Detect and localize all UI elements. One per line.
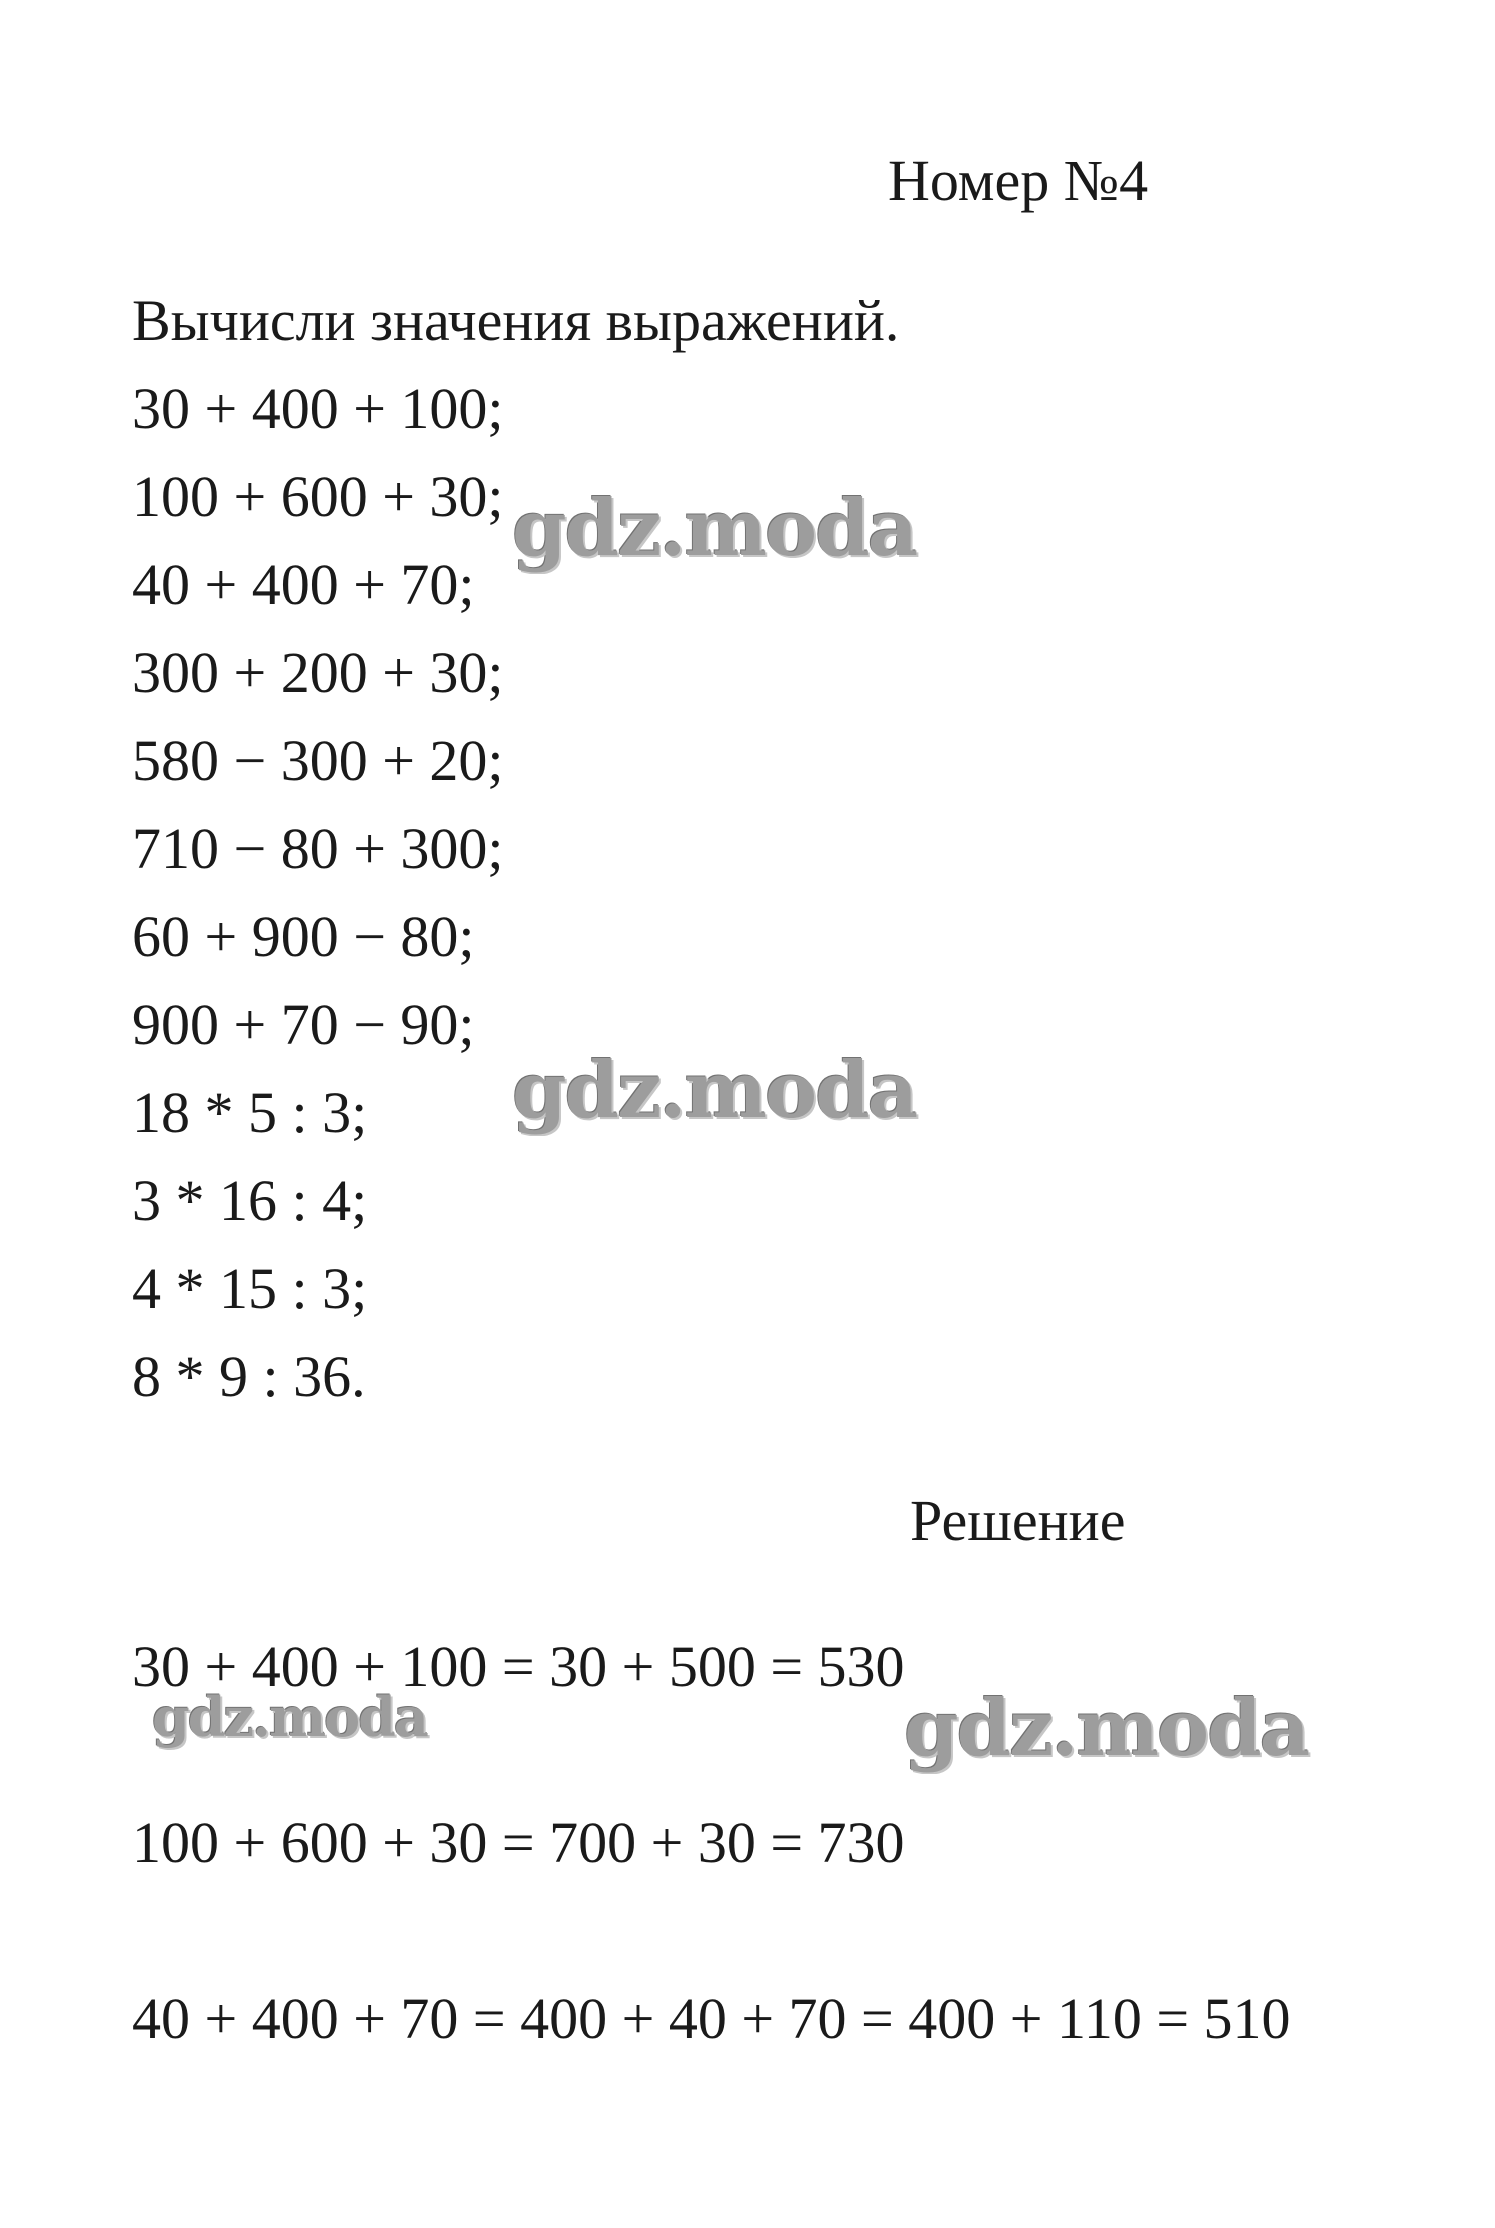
expression-item: 60 + 900 − 80; <box>132 904 475 969</box>
task-instruction: Вычисли значения выражений. <box>132 288 900 353</box>
expression-item: 300 + 200 + 30; <box>132 640 504 705</box>
solution-line: 100 + 600 + 30 = 700 + 30 = 730 <box>132 1810 905 1875</box>
expression-item: 18 * 5 : 3; <box>132 1080 368 1145</box>
expression-item: 900 + 70 − 90; <box>132 992 475 1057</box>
solution-line: 30 + 400 + 100 = 30 + 500 = 530 <box>132 1634 905 1699</box>
expression-item: 8 * 9 : 36. <box>132 1344 366 1409</box>
solution-line: 40 + 400 + 70 = 400 + 40 + 70 = 400 + 110 = 510 <box>132 1986 1291 2051</box>
expression-item: 710 − 80 + 300; <box>132 816 504 881</box>
expression-item: 30 + 400 + 100; <box>132 376 504 441</box>
watermark-logo: gdz.moda <box>904 1683 1309 1774</box>
expression-item: 40 + 400 + 70; <box>132 552 475 617</box>
expression-item: 3 * 16 : 4; <box>132 1168 368 1233</box>
watermark-logo: gdz.moda <box>152 1685 427 1749</box>
expression-item: 580 − 300 + 20; <box>132 728 504 793</box>
watermark-logo: gdz.moda <box>512 1045 917 1136</box>
page-title: Номер №4 <box>888 148 1149 213</box>
solution-heading: Решение <box>910 1488 1126 1553</box>
expression-item: 4 * 15 : 3; <box>132 1256 368 1321</box>
watermark-logo: gdz.moda <box>512 483 917 574</box>
expression-item: 100 + 600 + 30; <box>132 464 504 529</box>
